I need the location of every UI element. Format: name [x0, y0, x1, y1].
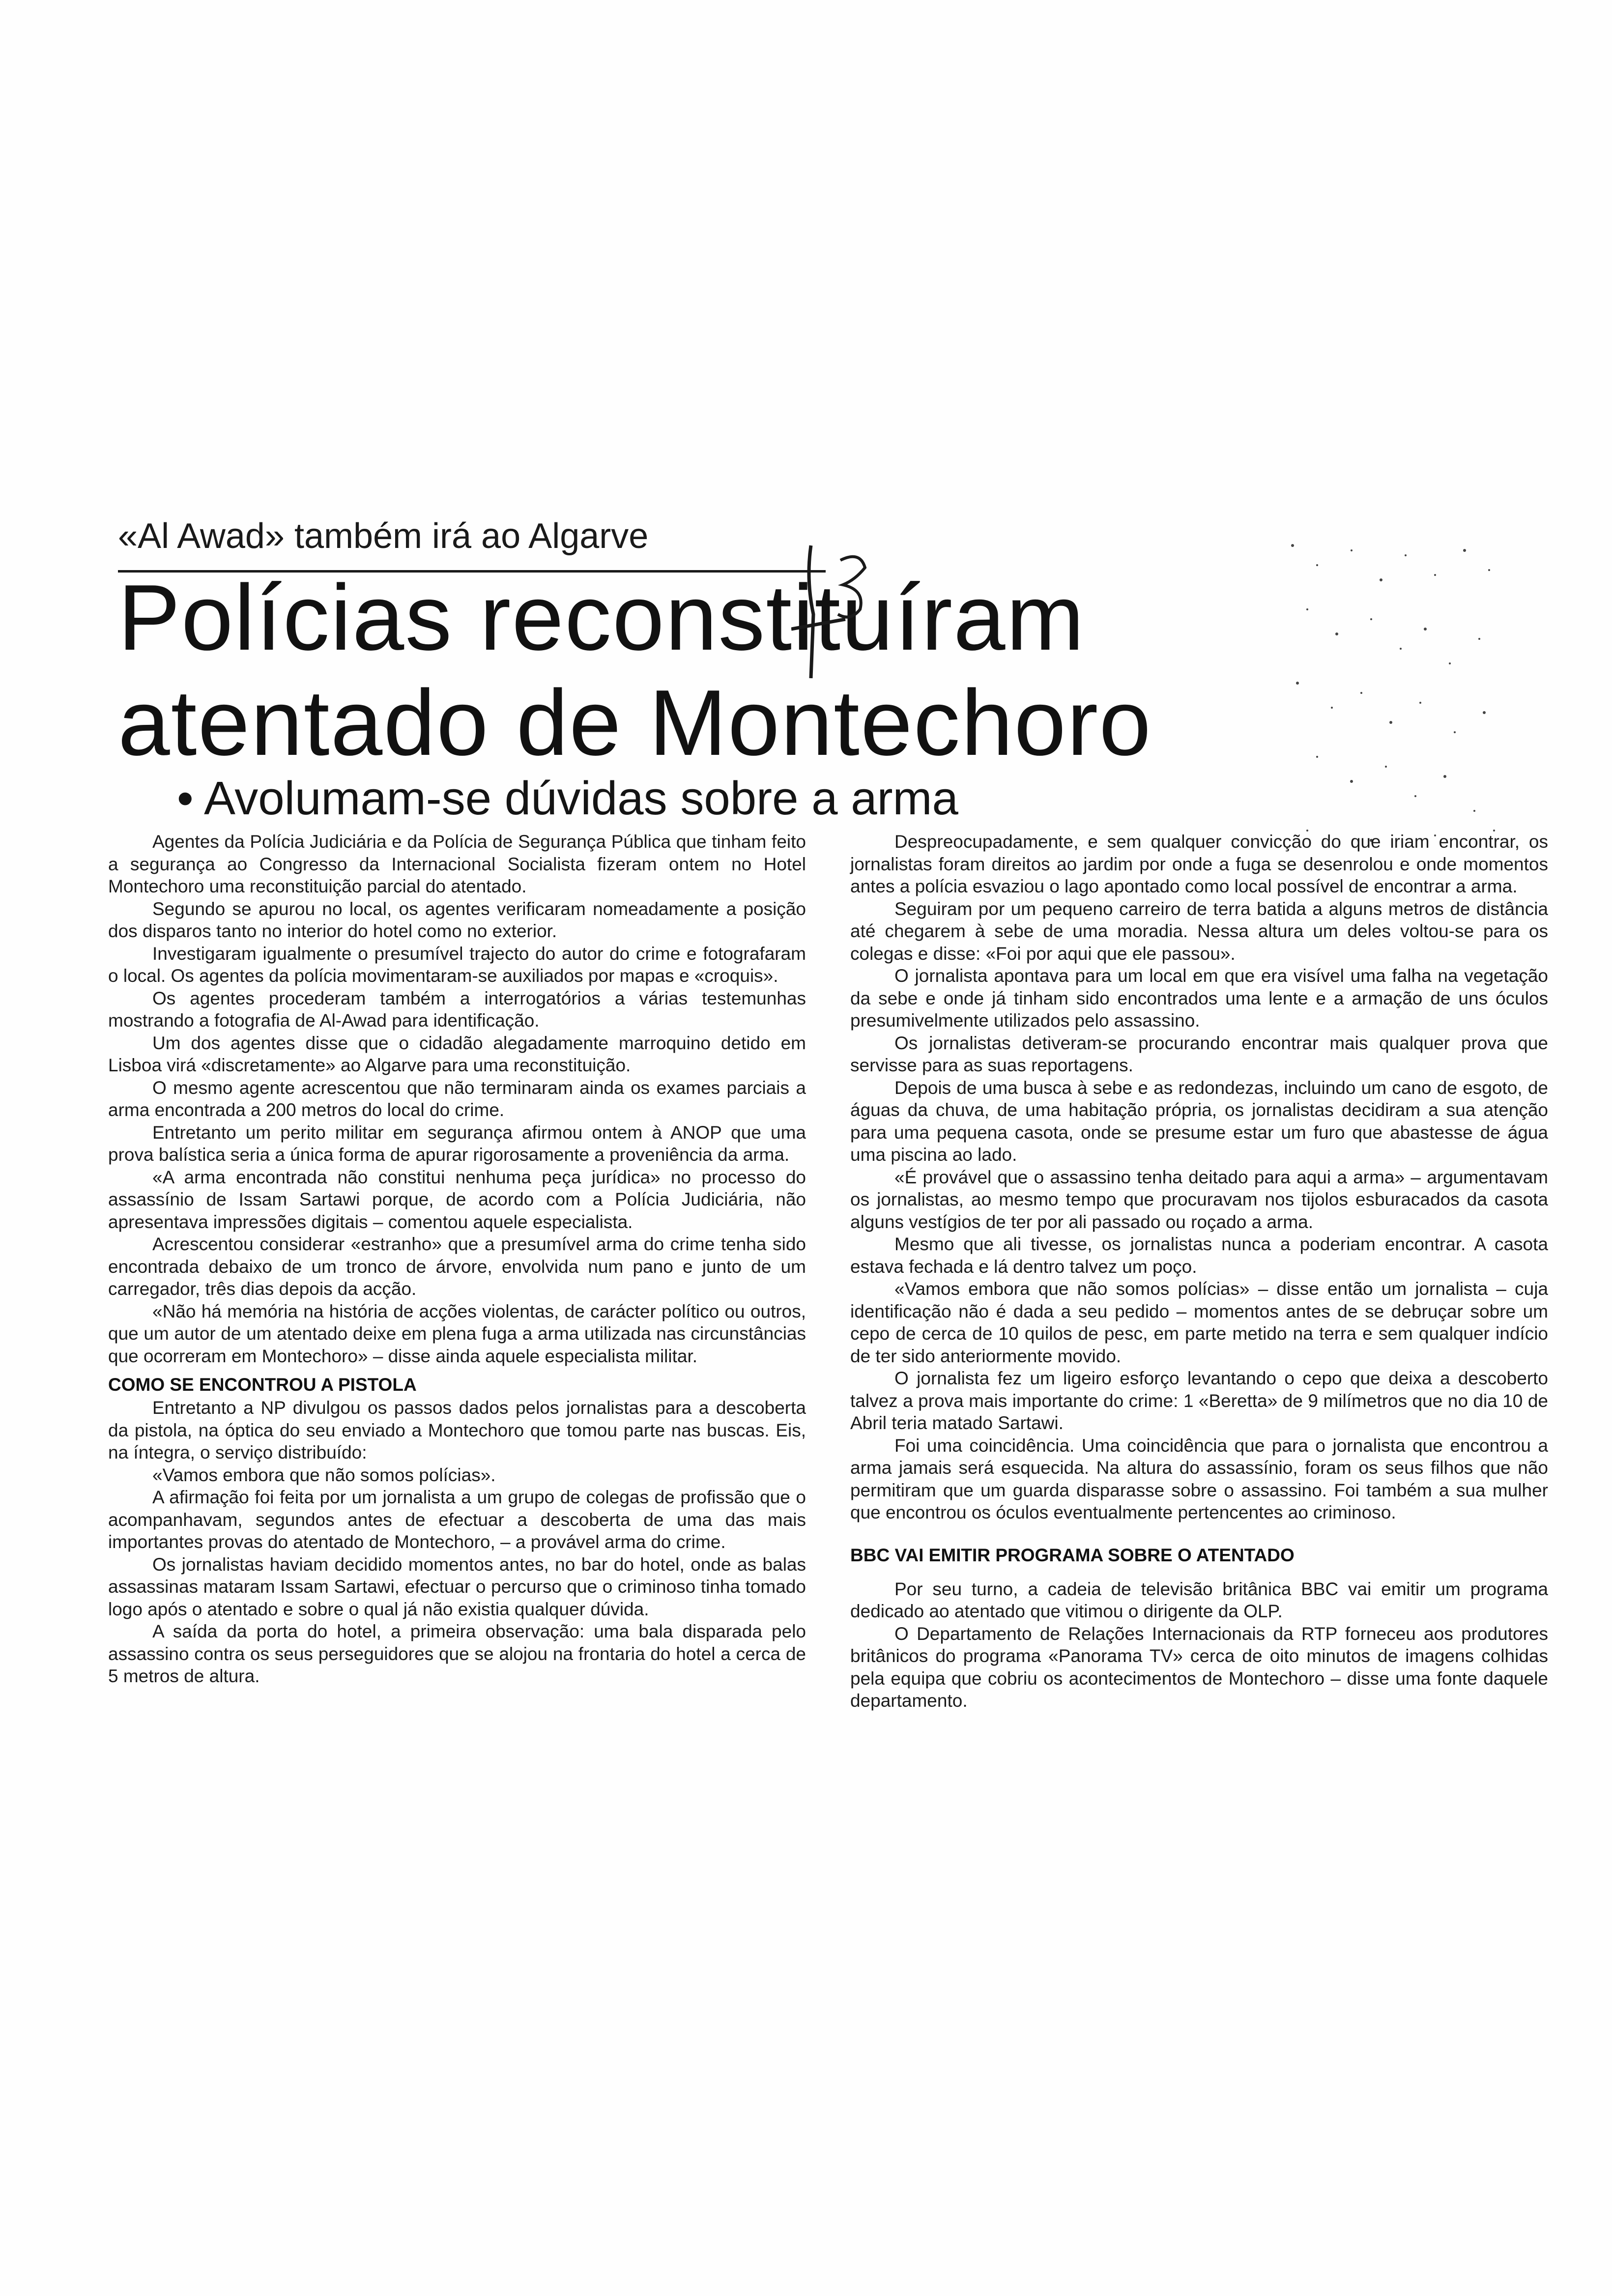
paragraph: «A arma encontrada não constitui nenhuma peça jurídica» no processo do assassínio de Issam Sartawi porque, de acordo com a Polícia Judiciária, não apresentava impressões digitais – comentou aquele especialista. — [108, 1167, 806, 1232]
article-column-right — [850, 831, 1548, 1712]
headline — [118, 565, 1152, 775]
article-column-left — [108, 831, 806, 1688]
paragraph: Mesmo que ali tivesse, os jornalistas nunca a poderiam encontrar. A casota estava fechada e lá dentro talvez um poço. — [850, 1234, 1548, 1277]
paragraph: Entretanto um perito militar em segurança afirmou ontem à ANOP que uma prova balística seria a única forma de apurar rigorosamente a proveniência da arma. — [108, 1122, 806, 1165]
paragraph: A afirmação foi feita por um jornalista a um grupo de colegas de profissão que o acompanhavam, segundos antes de efectuar a descoberta de uma das mais importantes provas do atentado de Montechoro, – a provável arma do crime. — [108, 1487, 806, 1552]
paragraph: Um dos agentes disse que o cidadão alegadamente marroquino detido em Lisboa virá «discretamente» ao Algarve para uma reconstituição. — [108, 1033, 806, 1075]
subheading-bbc: BBC VAI EMITIR PROGRAMA SOBRE O ATENTADO — [850, 1545, 1295, 1565]
paragraph: «Vamos embora que não somos polícias» – disse então um jornalista – cuja identificação não é dada a seu pedido – momentos antes de se debruçar sobre um cepo de cerca de 10 quilos de pesc, em parte metido na terra e sem qualquer indício de ter sido anteriormente movido. — [850, 1279, 1548, 1366]
paragraph: O mesmo agente acrescentou que não terminaram ainda os exames parciais a arma encontrada a 200 metros do local do crime. — [108, 1077, 806, 1120]
kicker: «Al Awad» também irá ao Algarve — [118, 517, 649, 556]
paragraph: «É provável que o assassino tenha deitado para aqui a arma» – argumentavam os jornalistas, ao mesmo tempo que procuravam nos tijolos esburacados da casota alguns vestígios de ter por ali passado ou roçado a arma. — [850, 1167, 1548, 1232]
paragraph: Por seu turno, a cadeia de televisão britânica BBC vai emitir um programa dedicado ao atentado que vitimou o dirigente da OLP. — [850, 1578, 1548, 1621]
paragraph: O jornalista apontava para um local em que era visível uma falha na vegetação da sebe e onde já tinham sido encontrados uma lente e a armação de uns óculos presumivelmente utilizados pelo assassino. — [850, 966, 1548, 1031]
paragraph: Investigaram igualmente o presumível trajecto do autor do crime e fotografaram o local. Os agentes da polícia movimentaram-se auxiliados por mapas e «croquis». — [108, 943, 806, 986]
paragraph: Os agentes procederam também a interrogatórios a várias testemunhas mostrando a fotografia de Al-Awad para identificação. — [108, 988, 806, 1031]
paragraph: A saída da porta do hotel, a primeira observação: uma bala disparada pelo assassino contra os seus perseguidores que se alojou na frontaria do hotel a cerca de 5 metros de altura. — [108, 1621, 806, 1686]
paragraph: Seguiram por um pequeno carreiro de terra batida a alguns metros de distância até chegarem à sebe de uma moradia. Nessa altura um deles voltou-se para os colegas e disse: «Foi por aqui que ele passou». — [850, 898, 1548, 964]
paragraph: Os jornalistas haviam decidido momentos antes, no bar do hotel, onde as balas assassinas mataram Issam Sartawi, efectuar o percurso que o criminoso tinha tomado logo após o atentado e sobre o qual já não existia qualquer dúvida. — [108, 1554, 806, 1619]
paragraph: «Vamos embora que não somos polícias». — [152, 1464, 496, 1485]
paragraph: O jornalista fez um ligeiro esforço levantando o cepo que deixa a descoberto talvez a prova mais importante do crime: 1 «Beretta» de 9 milímetros que no dia 10 de Abril teria matado Sartawi. — [850, 1368, 1548, 1433]
scan-noise — [1278, 536, 1504, 850]
paragraph: Acrescentou considerar «estranho» que a presumível arma do crime tenha sido encontrada debaixo de um tronco de árvore, envolvida num pano e junto de um carregador, três dias depois da acção. — [108, 1234, 806, 1299]
headline-line-2: atentado de Montechoro — [118, 671, 1152, 775]
deck-subtitle: • Avolumam-se dúvidas sobre a arma — [177, 772, 958, 825]
paragraph: «Não há memória na história de acções violentas, de carácter político ou outros, que um autor de um atentado deixe em plena fuga a arma utilizada nas circunstâncias que ocorreram em Montechoro» – disse ainda aquele especialista militar. — [108, 1301, 806, 1366]
paragraph: Agentes da Polícia Judiciária e da Polícia de Segurança Pública que tinham feito a segurança ao Congresso da Internacional Socialista fizeram ontem no Hotel Montechoro uma reconstituição parcial do atentado. — [108, 832, 806, 896]
paragraph: Depois de uma busca à sebe e as redondezas, incluindo um cano de esgoto, de águas da chuva, de uma habitação própria, os jornalistas decidiram a sua atenção para uma pequena casota, onde se presume estar um furo que abastesse de água uma piscina ao lado. — [850, 1077, 1548, 1165]
subheading-pistola: COMO SE ENCONTROU A PISTOLA — [108, 1375, 417, 1395]
paragraph: Os jornalistas detiveram-se procurando encontrar mais qualquer prova que servisse para as suas reportagens. — [850, 1033, 1548, 1075]
paragraph: O Departamento de Relações Internacionais da RTP forneceu aos produtores britânicos do programa «Panorama TV» cerca de oito minutos de imagens colhidas pela equipa que cobriu os acontecimentos de Montechoro – disse uma fonte daquele departamento. — [850, 1623, 1548, 1711]
paragraph: Segundo se apurou no local, os agentes verificaram nomeadamente a posição dos disparos tanto no interior do hotel como no exterior. — [108, 898, 806, 941]
paragraph: Foi uma coincidência. Uma coincidência que para o jornalista que encontrou a arma jamais será esquecida. Na altura do assassínio, foram os seus filhos que não permitiram que um guarda disparasse sobre o assassino. Foi também a sua mulher que encontrou os óculos eventualmente pertencentes ao criminoso. — [850, 1435, 1548, 1522]
paragraph: Entretanto a NP divulgou os passos dados pelos jornalistas para a descoberta da pistola, na óptica do seu enviado a Montechoro que tomou parte nas buscas. Eis, na íntegra, o serviço distribuído: — [108, 1398, 806, 1463]
newspaper-clipping — [74, 506, 1548, 1922]
headline-line-1: Polícias reconstituíram — [118, 566, 1085, 670]
paragraph: Despreocupadamente, e sem qualquer convicção do que iriam encontrar, os jornalistas foram direitos ao jardim por onde a fuga se desenrolou e onde momentos antes a polícia esvaziou o lago apontado como local possível de encontrar a arma. — [850, 832, 1548, 896]
handwritten-mark — [791, 541, 904, 688]
